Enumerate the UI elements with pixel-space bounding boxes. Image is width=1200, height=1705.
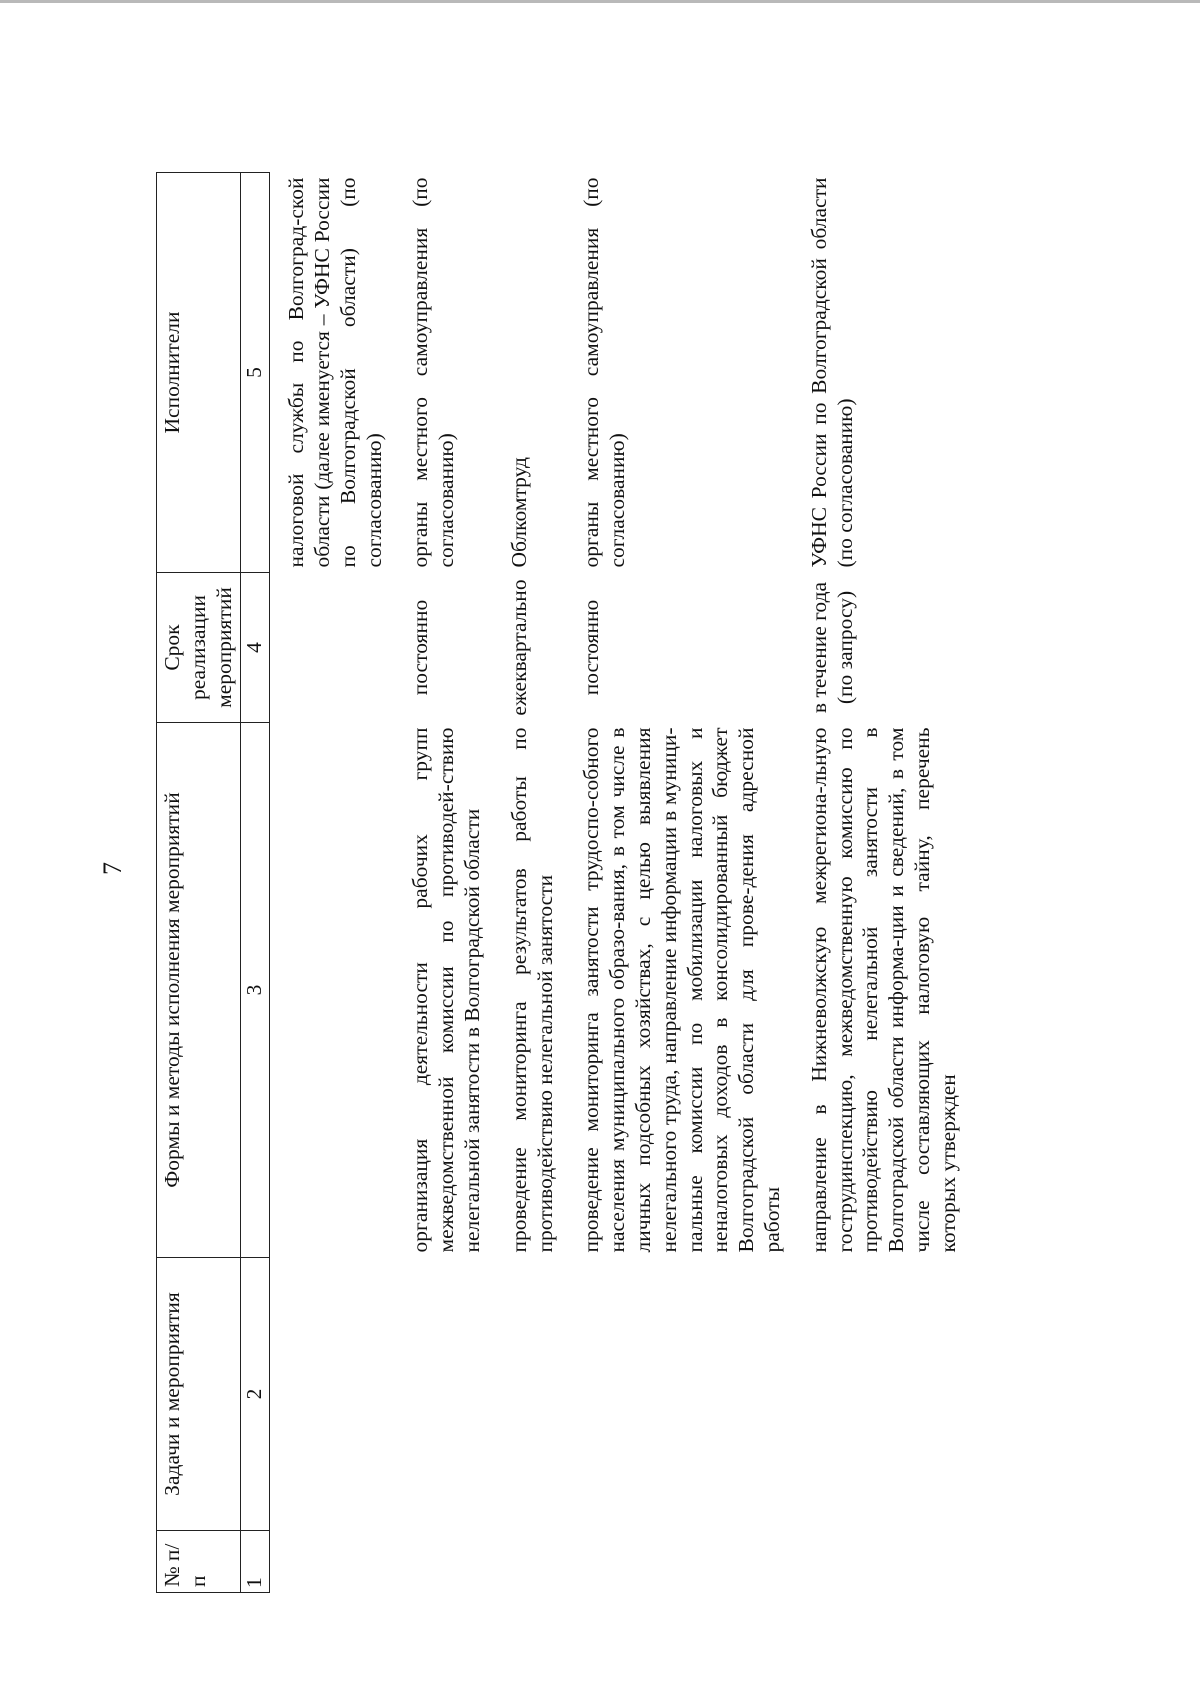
page-number: 7 xyxy=(98,862,127,875)
row-forms xyxy=(270,723,406,1258)
row-forms: проведение мониторинга занятости трудоспо-собного населения муниципального образо-вания, в том числе в личных подсобных хозяйствах, с целью выявления нелегального труда, направление информации в муници-пальные комиссии по мобилизации налоговых и неналоговых доходов в консолидированный бюджет Волгоградской области для прове-дения адресной работы xyxy=(579,727,784,1253)
row-term: ежеквартально xyxy=(506,579,531,716)
column-number: 2 xyxy=(241,1258,270,1531)
column-number: 5 xyxy=(241,173,270,573)
row-executors: органы местного самоуправления (по согласованию) xyxy=(408,177,459,568)
row-term: постоянно xyxy=(579,599,604,696)
table-row xyxy=(576,173,803,1593)
measures-table xyxy=(156,172,980,1593)
row-forms: организация деятельности рабочих групп межведомственной комиссии по противодей-ствию нелегальной занятости в Волгоградской области xyxy=(408,727,484,1253)
table-row xyxy=(804,173,980,1593)
row-executors: налоговой службы по Волгоград-ской области (далее именуется – УФНС России по Волгоградской области) (по согласованию) xyxy=(284,177,386,568)
row-term xyxy=(270,573,406,723)
column-number: 3 xyxy=(241,723,270,1258)
header-tasks: Задачи и мероприятия xyxy=(157,1258,241,1531)
table-row xyxy=(504,173,577,1593)
row-forms: проведение мониторинга результатов работы по противодействию нелегальной занятости xyxy=(506,727,557,1253)
column-number: 1 xyxy=(241,1531,270,1593)
header-term: Срок реализации мероприятий xyxy=(157,573,241,723)
row-executors: УФНС России по Волгоградской области (по согласованию) xyxy=(806,177,857,568)
row-forms: направление в Нижневолжскую межрегиона-льную гострудинспекцию, межведомственную комиссию по противодействию нелегальной занятости в Волгоградской области информа-ции и сведений, в том числе составляющих налоговую тайну, перечень которых утвержден xyxy=(806,727,960,1253)
table-row xyxy=(270,173,406,1593)
row-term: в течение года (по запросу) xyxy=(806,581,857,714)
header-num: № п/п xyxy=(157,1531,241,1593)
row-executors: Облкомтруд xyxy=(506,457,531,568)
column-number: 4 xyxy=(241,573,270,723)
table-row xyxy=(405,173,503,1593)
header-executors: Исполнители xyxy=(157,173,241,573)
column-number-row xyxy=(241,173,270,1593)
table-header-row xyxy=(157,173,241,1593)
row-executors: органы местного самоуправления (по согласованию) xyxy=(579,177,630,568)
header-forms: Формы и методы исполнения мероприятий xyxy=(157,723,241,1258)
row-term: постоянно xyxy=(408,599,433,696)
